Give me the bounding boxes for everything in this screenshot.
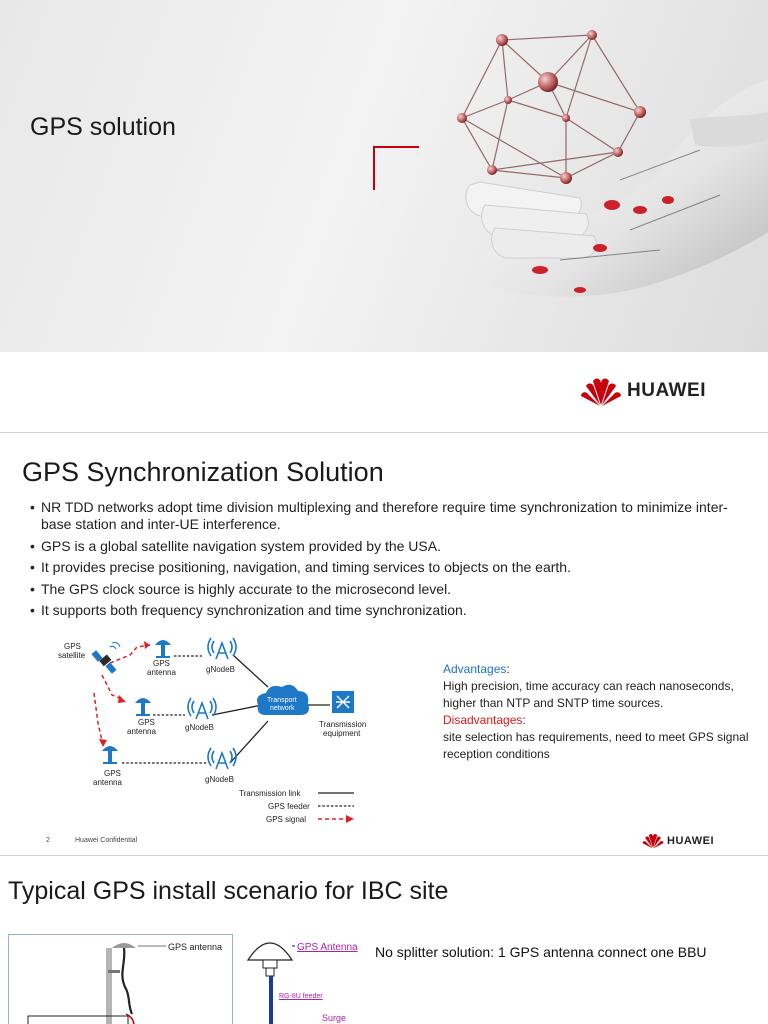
huawei-flower-icon	[580, 375, 622, 407]
bullet-item: • It provides precise positioning, navigation, and timing services to objects on the earth.	[30, 559, 730, 576]
label-antenna: antenna	[93, 778, 122, 787]
gps-antenna-icon	[155, 640, 171, 658]
satellite-icon	[91, 643, 120, 674]
label-antenna: antenna	[127, 727, 156, 736]
advantages-text: High precision, time accuracy can reach nanoseconds, higher than NTP and SNTP time sources.	[443, 679, 734, 710]
gps-antenna-icon	[102, 746, 118, 764]
label-gps-antenna-right: GPS Antenna	[297, 942, 358, 953]
label-gps: GPS	[138, 718, 155, 727]
no-splitter-note: No splitter solution: 1 GPS antenna connect one BBU	[375, 944, 707, 960]
bullet-item: • NR TDD networks adopt time division multiplexing and therefore require time synchronization to minimize inter-base station and inter-UE interference.	[30, 499, 730, 533]
disadvantages-label: Disadvantages	[443, 713, 523, 727]
legend-gps-feeder: GPS feeder	[268, 802, 310, 811]
huawei-logo-small	[642, 832, 714, 849]
bullet-item: • The GPS clock source is highly accurate to the microsecond level.	[30, 581, 730, 598]
bullet-item: • It supports both frequency synchronization and time synchronization.	[30, 602, 730, 619]
confidential-label: Huawei Confidential	[75, 837, 138, 844]
label-gps-satellite: GPS	[64, 642, 81, 651]
label-gnodeb: gNodeB	[185, 723, 214, 732]
label-surge: Surge	[322, 1013, 347, 1023]
cover-title: GPS solution	[30, 113, 176, 141]
disadvantages-text: site selection has requirements, need to meet GPS signal reception conditions	[443, 730, 749, 761]
huawei-logo-text: HUAWEI	[627, 380, 706, 401]
label-antenna: antenna	[147, 668, 176, 677]
bullet-list	[30, 499, 730, 624]
label-transport: Transport	[267, 697, 297, 704]
legend-gps-signal: GPS signal	[266, 815, 307, 824]
label-gps: GPS	[104, 769, 121, 778]
bullet-item: • GPS is a global satellite navigation system provided by the USA.	[30, 538, 730, 555]
advantages-label: Advantages	[443, 662, 507, 676]
red-corner-bracket	[373, 146, 419, 190]
huawei-logo-text: HUAWEI	[667, 834, 714, 847]
gps-network-diagram	[40, 623, 420, 838]
label-gps-satellite-2: satellite	[58, 651, 86, 660]
page-number: 2	[46, 837, 50, 844]
gps-sync-slide	[0, 433, 768, 855]
pros-cons-box: Advantages: High precision, time accuracy can reach nanoseconds, higher than NTP and SNTP time sources. Disadvantages: site selection has requirements, need to meet GPS signal reception conditions	[443, 661, 753, 763]
slide-title: Typical GPS install scenario for IBC site	[8, 877, 449, 905]
slide-title: GPS Synchronization Solution	[22, 457, 384, 487]
legend-transmission-link: Transmission link	[239, 789, 301, 798]
label-gps-antenna-left: GPS antenna	[168, 942, 223, 952]
gnodeb-tower-icon	[208, 748, 236, 769]
label-rg8u-feeder: RG-8U feeder	[279, 993, 323, 1000]
gnodeb-tower-icon	[188, 698, 216, 719]
label-equipment: equipment	[323, 729, 361, 738]
label-gps: GPS	[153, 659, 170, 668]
gnodeb-tower-icon	[208, 638, 236, 659]
label-transmission: Transmission	[319, 720, 367, 729]
cover-slide	[0, 0, 768, 432]
gps-antenna-icon	[135, 698, 151, 716]
transmission-equipment-icon	[332, 691, 354, 713]
label-network: network	[270, 705, 295, 712]
ibc-install-slide	[0, 856, 768, 1024]
huawei-flower-icon	[642, 832, 664, 849]
huawei-logo	[580, 375, 706, 407]
label-gnodeb: gNodeB	[206, 665, 235, 674]
label-gnodeb: gNodeB	[205, 775, 234, 784]
